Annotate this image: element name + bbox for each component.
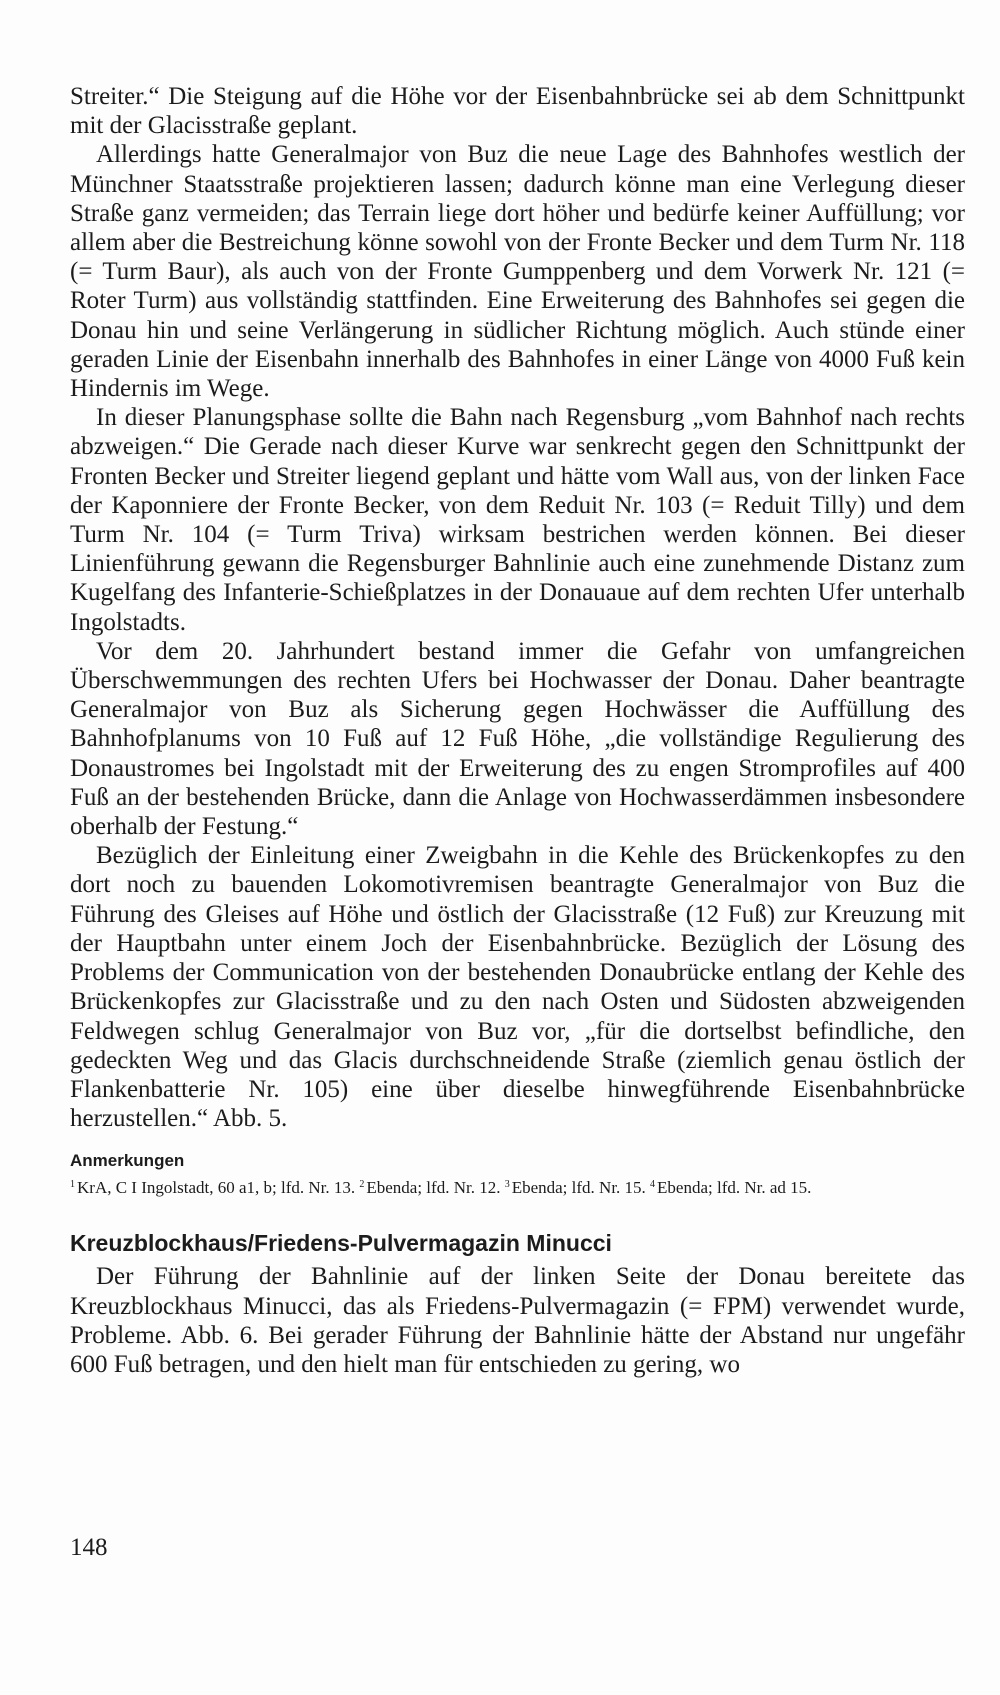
- paragraph-2: Allerdings hatte Generalmajor von Buz die neue Lage des Bahnhofes westlich der Münchner Staatsstraße projektieren lassen; dadurch könne man eine Verlegung dieser Straße ganz vermeiden; das Terrain liege dort höher und bedürfe keiner Auffüllung; vor allem aber die Bestreichung könne sowohl von der Fronte Becker und dem Turm Nr. 118 (= Turm Baur), als auch von der Fronte Gumppenberg und dem Vorwerk Nr. 121 (= Roter Turm) aus vollständig stattfinden. Eine Erweiterung des Bahnhofes sei gegen die Donau hin und seine Verlängerung in südlicher Richtung möglich. Auch stünde einer geraden Linie der Eisenbahn innerhalb des Bahnhofes in einer Länge von 4000 Fuß kein Hindernis im Wege.: [70, 141, 965, 403]
- footnote-number: 4: [650, 1179, 656, 1191]
- footnote-text: KrA, C I Ingolstadt, 60 a1, b; lfd. Nr. 13.: [77, 1178, 356, 1198]
- section-paragraph: Der Führung der Bahnlinie auf der linken Seite der Donau bereitete das Kreuzblockhaus Minucci, das als Friedens-Pulvermagazin (= FPM) verwendet wurde, Probleme. Abb. 6. Bei gerader Führung der Bahnlinie hätte der Abstand nur ungefähr 600 Fuß betragen, und den hielt man für entschieden zu gering, wo: [70, 1263, 965, 1378]
- paragraph-1: Streiter.“ Die Steigung auf die Höhe vor der Eisenbahnbrücke sei ab dem Schnittpunkt mit der Glacisstraße geplant.: [70, 83, 965, 140]
- section-text: [70, 1262, 965, 1379]
- paragraph-3: In dieser Planungsphase sollte die Bahn nach Regensburg „vom Bahnhof nach rechts abzweigen.“ Die Gerade nach dieser Kurve war senkrecht gegen den Schnittpunkt der Fronten Becker und Streiter liegend geplant und hätte vom Wall aus, von der linken Face der Kaponniere der Fronte Becker, von dem Reduit Nr. 103 (= Reduit Tilly) und dem Turm Nr. 104 (= Turm Triva) wirksam bestrichen werden können. Bei dieser Linienführung gewann die Regensburger Bahnlinie auch eine zunehmende Distanz zum Kugelfang des Infanterie-Schießplatzes in der Donauaue auf dem rechten Ufer unterhalb Ingolstadts.: [70, 404, 965, 636]
- footnotes-heading: Anmerkungen: [70, 1151, 185, 1171]
- main-text: [70, 82, 965, 1133]
- footnote-number: 2: [359, 1179, 365, 1191]
- footnote-number: 3: [504, 1179, 510, 1191]
- page-content: [70, 82, 965, 1379]
- paragraph-4: Vor dem 20. Jahrhundert bestand immer die Gefahr von umfangreichen Überschwemmungen des rechten Ufers bei Hochwasser der Donau. Daher beantragte Generalmajor von Buz als Sicherung gegen Hochwässer die Auffüllung des Bahnhofplanums von 10 Fuß auf 12 Fuß Höhe, „die vollständige Regulierung des Donaustromes bei Ingolstadt mit der Erweiterung des zu engen Stromprofiles auf 400 Fuß an der bestehenden Brücke, dann die Anlage von Hochwasserdämmen insbesondere oberhalb der Festung.“: [70, 637, 965, 841]
- footnotes: [70, 1149, 965, 1200]
- footnotes-text: [70, 1173, 965, 1200]
- footnote-number: 1: [70, 1179, 75, 1191]
- paragraph-5: Bezüglich der Einleitung einer Zweigbahn in die Kehle des Brückenkopfes zu den dort noch zu bauenden Lokomotivremisen beantragte Generalmajor von Buz die Führung des Gleises auf Höhe und östlich der Glacisstraße (12 Fuß) zur Kreuzung mit der Hauptbahn unter einem Joch der Eisenbahnbrücke. Bezüglich der Lösung des Problems der Communication von der bestehenden Donaubrücke entlang der Kehle des Brückenkopfes zur Glacisstraße und zu den nach Osten und Südosten abzweigenden Feldwegen schlug Generalmajor von Buz vor, „für die dortselbst befindliche, den gedeckten Weg und das Glacis durchschneidende Straße (ziemlich genau östlich der Flankenbatterie Nr. 105) eine über dieselbe hinwegführende Eisenbahnbrücke herzustellen.“ Abb. 5.: [70, 842, 965, 1133]
- footnote-text: Ebenda; lfd. Nr. 15.: [511, 1178, 646, 1198]
- section-heading: Kreuzblockhaus/Friedens-Pulvermagazin Minucci: [70, 1230, 612, 1257]
- footnote-text: Ebenda; lfd. Nr. ad 15.: [657, 1178, 812, 1198]
- page-number: 148: [70, 1534, 108, 1561]
- footnote-text: Ebenda; lfd. Nr. 12.: [366, 1178, 501, 1198]
